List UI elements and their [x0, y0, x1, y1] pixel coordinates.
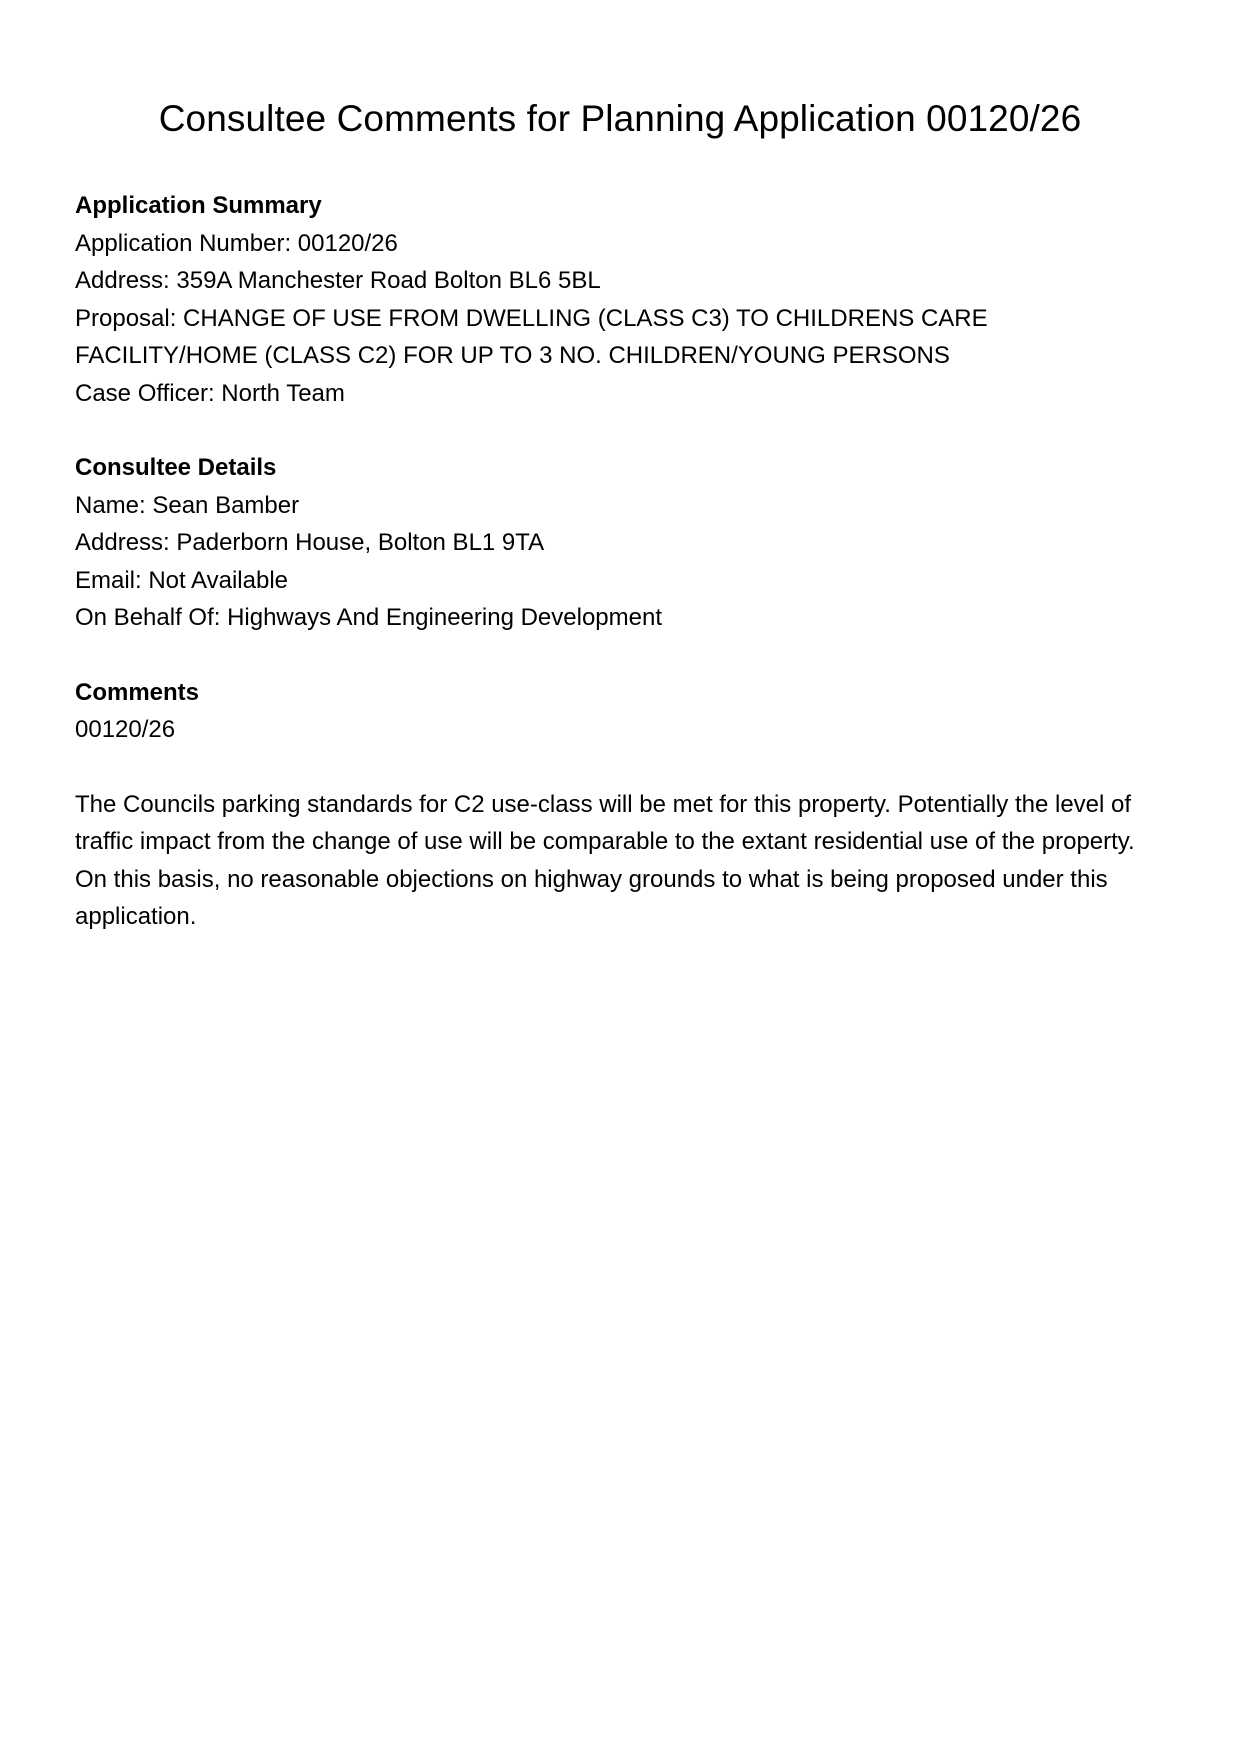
comments-heading: Comments: [75, 678, 200, 706]
application-summary-heading: Application Summary: [75, 192, 322, 219]
comment-body: The Councils parking standards for C2 use-class will be met for this property. Potentially the level of traffic impact from the change of use will be comparable to the extant residential use of the property. On this basis, no reasonable objections on highway grounds to what is being proposed under this application.: [75, 790, 1135, 930]
consultee-email: Email: Not Available: [75, 566, 288, 594]
consultee-details-section: [75, 449, 1165, 637]
consultee-details-heading: Consultee Details: [75, 454, 277, 481]
comments-section: [75, 674, 1165, 936]
proposal-line-1: Proposal: CHANGE OF USE FROM DWELLING (CLASS C3) TO CHILDRENS CARE: [75, 304, 988, 332]
consultee-name: Name: Sean Bamber: [75, 491, 300, 519]
page-title: Consultee Comments for Planning Application 00120/26: [158, 98, 1082, 139]
application-address: Address: 359A Manchester Road Bolton BL6 5BL: [75, 267, 601, 294]
proposal-line-2: FACILITY/HOME (CLASS C2) FOR UP TO 3 NO. CHILDREN/YOUNG PERSONS: [75, 342, 950, 369]
application-summary-section: [75, 187, 1165, 412]
case-officer: Case Officer: North Team: [75, 379, 345, 407]
consultee-on-behalf-of: On Behalf Of: Highways And Engineering Development: [75, 604, 663, 631]
application-number: Application Number: 00120/26: [75, 229, 398, 257]
comment-reference: 00120/26: [75, 716, 176, 743]
consultee-address: Address: Paderborn House, Bolton BL1 9TA: [75, 529, 545, 556]
